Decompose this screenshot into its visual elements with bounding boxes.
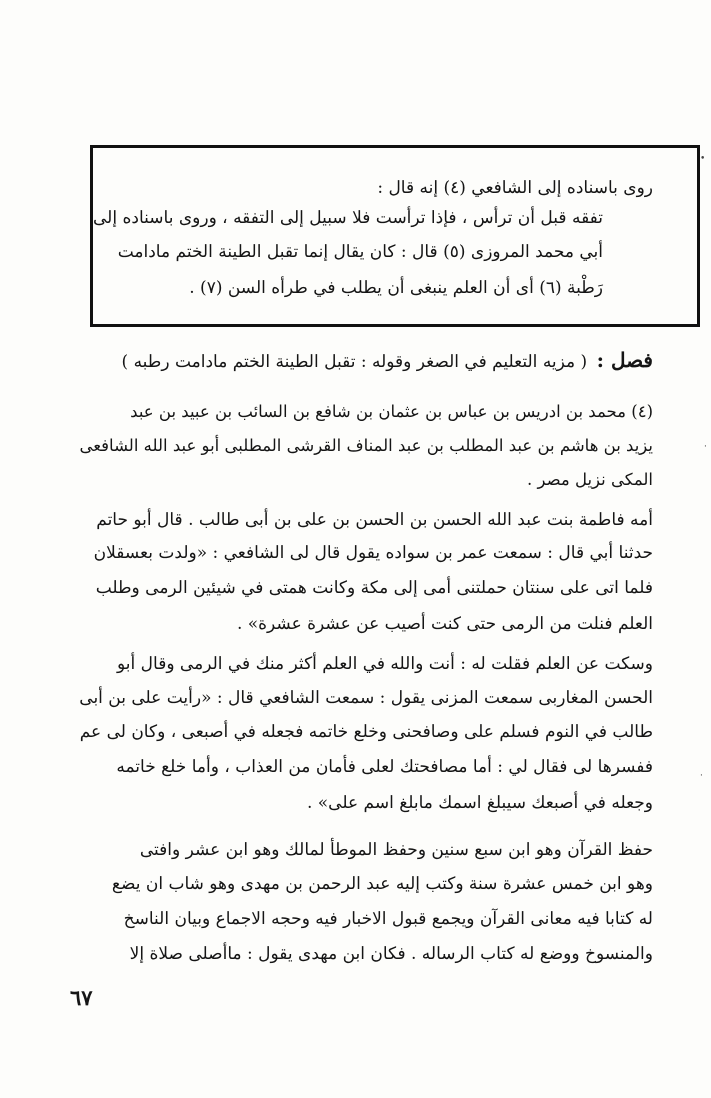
paragraph-3-line-2: وهو ابن خمس عشرة سنة وكتب إليه عبد الرحمن بن مهدى وهو شاب ان يضع <box>111 874 653 894</box>
section-heading-text: ( مزيه التعليم في الصغر وقوله : تقبل الطينة الختم مادامت رطبه ) <box>121 352 588 372</box>
margin-dot: · <box>700 771 703 781</box>
paragraph-3-line-1: حفظ القرآن وهو ابن سبع سنين وحفظ الموطأ لمالك وهو ابن عشر وافتى <box>139 840 653 860</box>
section-heading <box>122 350 653 371</box>
box-quote-line-2: تفقه قبل أن ترأس ، فإذا ترأست فلا سبيل إلى التفقه ، وروى باسناده إلى <box>93 208 603 228</box>
margin-tick: · <box>704 442 707 452</box>
paragraph-1-line-2: حدثنا أبي قال : سمعت عمر بن سواده يقول قال لى الشافعي : «ولدت بعسقلان <box>93 543 653 563</box>
box-quote-line-1: روى باسناده إلى الشافعي (٤) إنه قال : <box>377 178 653 198</box>
section-heading-label: فصل : <box>596 348 653 372</box>
footnote-4-line-1: (٤) محمد بن ادريس بن عباس بن عثمان بن شافع بن السائب بن عبيد بن عبد <box>130 402 653 421</box>
paragraph-2-line-4: ففسرها لى فقال لي : أما مصافحتك لعلى فأمان من العذاب ، وأما خلع خاتمه <box>116 757 653 777</box>
margin-dot: • <box>700 154 706 164</box>
paragraph-1-line-1: أمه فاطمة بنت عبد الله الحسن بن الحسن بن على بن أبى طالب . قال أبو حاتم <box>96 510 653 530</box>
box-quote-line-3: أبي محمد المروزى (٥) قال : كان يقال إنما تقبل الطينة الختم مادامت <box>117 242 603 262</box>
paragraph-2-line-2: الحسن المغاربى سمعت المزنى يقول : سمعت الشافعي قال : «رأيت على بن أبى <box>79 688 653 708</box>
paragraph-2-line-1: وسكت عن العلم فقلت له : أنت والله في العلم أكثر منك في الرمى وقال أبو <box>117 654 653 674</box>
paragraph-3-line-3: له كتابا فيه معانى القرآن ويجمع قبول الاخبار فيه وحجه الاجماع وبيان الناسخ <box>123 909 653 929</box>
boxed-quote-frame <box>90 145 700 327</box>
paragraph-2-line-3: طالب في النوم فسلم على وصافحنى وخلع خاتمه فجعله في أصبعى ، وكان لى عم <box>79 722 653 742</box>
footnote-4-line-3: المكى نزيل مصر . <box>526 470 653 489</box>
paragraph-2-line-5: وجعله في أصبعك سيبلغ اسمك مابلغ اسم على» . <box>306 793 653 813</box>
paragraph-1-line-3: فلما اتى على سنتان حملتنى أمى إلى مكة وكانت همتى في شيئين الرمى وطلب <box>95 578 653 598</box>
paragraph-1-line-4: العلم فنلت من الرمى حتى كنت أصيب عن عشرة عشرة» . <box>236 614 653 634</box>
box-quote-line-4: رَطْبة (٦) أى أن العلم ينبغى أن يطلب في طرأه السن (٧) . <box>189 278 603 298</box>
footnote-4-line-2: يزيد بن هاشم بن عبد المطلب بن عبد المناف القرشى المطلبى أبو عبد الله الشافعى <box>79 436 653 455</box>
paragraph-3-line-4: والمنسوخ ووضع له كتاب الرساله . فكان ابن مهدى يقول : ماأصلى صلاة إلا <box>129 944 653 964</box>
page-number: ٦٧ <box>70 985 93 1010</box>
